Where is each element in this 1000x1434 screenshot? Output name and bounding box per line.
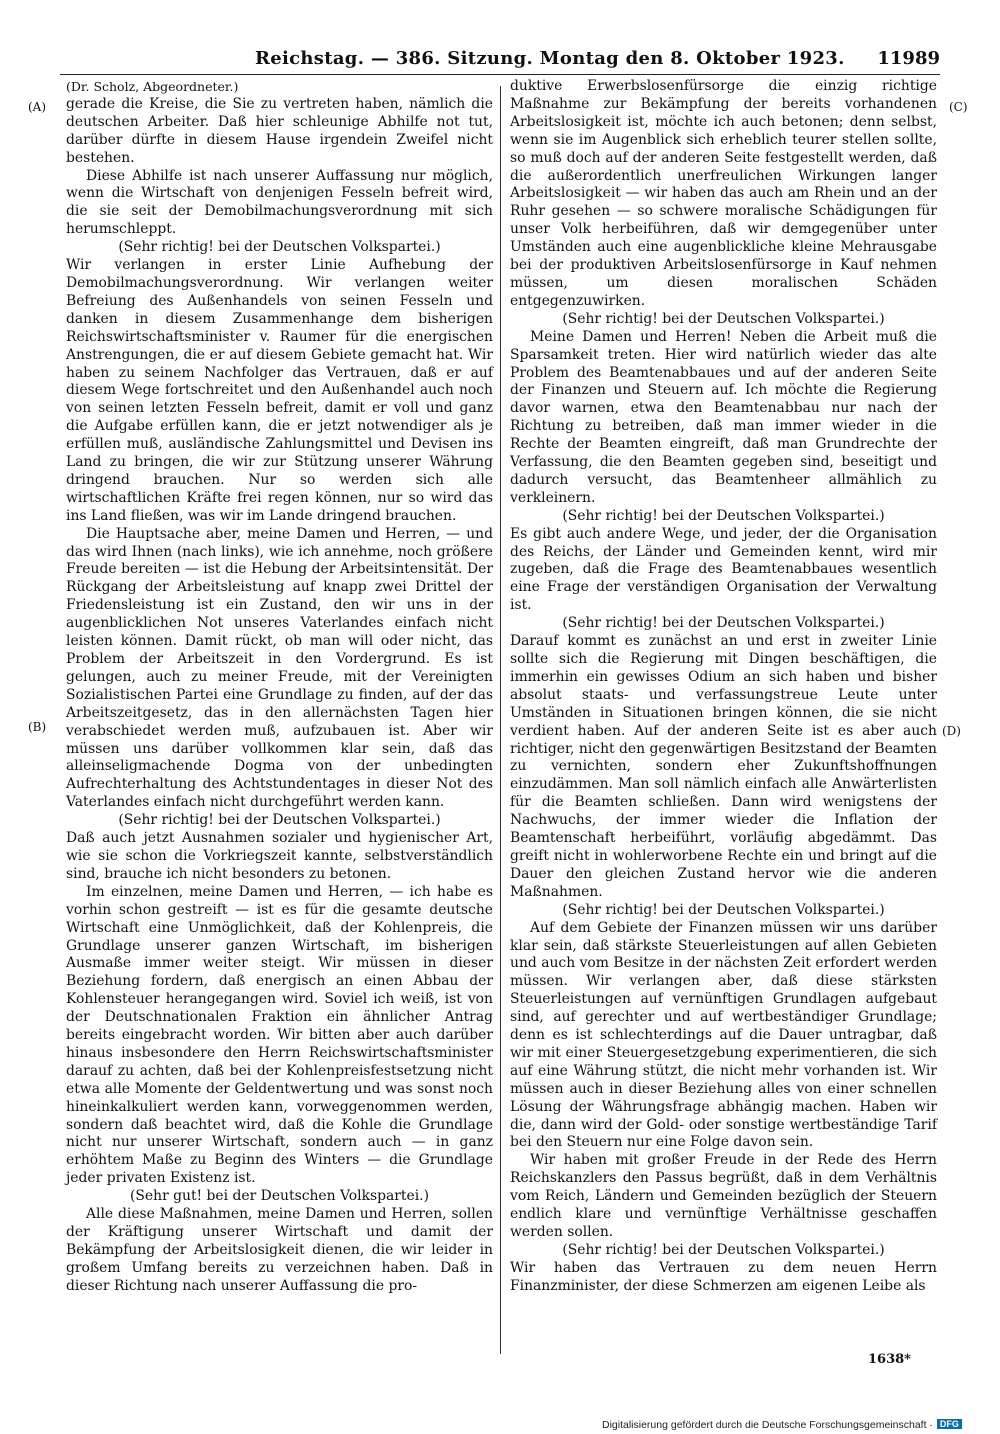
right-column (510, 78, 937, 1296)
interjection: (Sehr richtig! bei der Deutschen Volkspartei.) (562, 310, 885, 327)
paragraph: Darauf kommt es zunächst an und erst in zweiter Linie sollte sich die Regierung mit Dingen beschäftigen, die immerhin ein gewisses Odium an sich haben und bisher absolut staats- und verfassungstreue Leute unter Umständen in Situationen bringen können, die sie nicht verdient haben. Auf der anderen Seite ist es aber auch richtiger, nicht den gegenwärtigen Besitzstand der Beamten zu vernichten, sondern eher Zukunftshoffnungen einzudämmen. Man soll nämlich einfach alle Anwärterlisten für die Beamten schließen. Dann wird wenigstens der Nachwuchs, der immer wieder die Inflation der Beamtenschaft herbeiführt, vorläufig abgedämmt. Das greift nicht in wohlerworbene Rechte ein und bringt auf die Dauer den gleichen Zustand hervor wie die anderen Maßnahmen. (510, 633, 937, 900)
dfg-credit-text: Digitalisierung gefördert durch die Deutsche Forschungsgemeinschaft · (602, 1419, 933, 1431)
paragraph: duktive Erwerbslosenfürsorge die einzig richtige Maßnahme zur Bekämpfung der bereits vorhandenen Arbeitslosigkeit ist, möchte ich auch betonen; denn selbst, wenn sie im Augenblick sich erheblich teurer stellen sollte, so muß doch auf der anderen Seite festgestellt werden, daß die außerordentlich unerfreulichen Wirkungen langer Arbeitslosigkeit — wir haben das auch am Rhein und an der Ruhr gesehen — so schwere moralische Schädigungen für unser Volk herbeiführen, daß wir demgegenüber unter Umständen auch eine augenblickliche kleine Mehrausgabe bei der produktiven Arbeitslosenfürsorge in Kauf nehmen müssen, um diesen moralischen Schäden entgegenzuwirken. (510, 78, 937, 309)
paragraph: Daß auch jetzt Ausnahmen sozialer und hygienischer Art, wie sie schon die Vorkriegszeit kannte, selbstverständlich sind, brauche ich nicht besonders zu betonen. (66, 830, 493, 882)
paragraph: Alle diese Maßnahmen, meine Damen und Herren, sollen der Kräftigung unserer Wirtschaft und damit der Bekämpfung der Arbeitslosigkeit dienen, die wir leider in großem Umfang bereits zu verzeichnen haben. Daß in dieser Richtung nach unserer Auffassung die pro- (66, 1206, 493, 1294)
dfg-credit (602, 1419, 962, 1431)
paragraph: Diese Abhilfe ist nach unserer Auffassung nur möglich, wenn die Wirtschaft von denjenigen Fesseln befreit wird, die sie seit der Demobilmachungsverordnung mit sich herumschleppt. (66, 167, 493, 238)
paragraph: Wir haben das Vertrauen zu dem neuen Herrn Finanzminister, der diese Schmerzen am eigenen Leibe als (510, 1259, 937, 1294)
left-column (66, 78, 493, 1296)
margin-marker-c: (C) (949, 100, 968, 114)
page-number: 11989 (877, 48, 940, 69)
paragraph: Wir haben mit großer Freude in der Rede des Herrn Reichskanzlers den Passus begrüßt, daß in dem Verhältnis vom Reich, Ländern und Gemeinden bezüglich der Steuern endlich klare und vernünftige Verhältnisse geschaffen werden sollen. (510, 1152, 937, 1240)
interjection: (Sehr gut! bei der Deutschen Volkspartei.) (129, 1188, 430, 1205)
paragraph: Im einzelnen, meine Damen und Herren, — ich habe es vorhin schon gestreift — ist es für die gesamte deutsche Wirtschaft eine Unmöglichkeit, daß der Kohlenpreis, die Grundlage unserer ganzen Wirtschaft, im bisherigen Ausmaße immer weiter steigt. Wir müssen in dieser Beziehung fordern, daß energisch an einen Abbau der Kohlensteuer herangegangen wird. Soviel ich weiß, ist von der Deutschnationalen Fraktion ein ähnlicher Antrag bereits eingebracht worden. Wir bitten aber auch darüber hinaus insbesondere den Herrn Reichswirtschaftsminister darauf zu achten, daß bei der Kohlenpreisfestsetzung nicht etwa alle Momente der Geldentwertung und was sonst noch hineinkalkuliert werden kann, vorweggenommen werden, sondern daß beachtet wird, daß die Kohle die Grundlage nicht nur unserer Wirtschaft, sondern auch — in ganz erhöhtem Maße zu Beginn des Winters — die Grundlage jeder privaten Existenz ist. (66, 883, 493, 1187)
header-title: Reichstag. — 386. Sitzung. Montag den 8. Oktober 1923. (255, 48, 845, 69)
interjection: (Sehr richtig! bei der Deutschen Volkspartei.) (118, 812, 441, 829)
margin-marker-a: (A) (28, 100, 47, 114)
paragraph: Die Hauptsache aber, meine Damen und Herren, — und das wird Ihnen (nach links), wie ich annehme, noch größere Freude bereiten — ist die Hebung der Arbeitsintensität. Der Rückgang der Arbeitsleistung auf knapp zwei Drittel der Friedensleistung ist ein Zustand, den wir uns in der augenblicklichen Not unseres Vaterlandes einfach nicht leisten können. Damit rückt, ob man will oder nicht, das Problem der Arbeitszeit in den Vordergrund. Es ist gelungen, auch zu meiner Freude, mit der Vereinigten Sozialistischen Partei eine Grundlage zu finden, auf der das Arbeitszeitgesetz, das in den allernächsten Tagen hier verabschiedet werden muß, aufzubauen ist. Aber wir müssen uns darüber vollkommen klar sein, daß das alleinseligmachende Dogma von der unbedingten Aufrechterhaltung des Achtstundentages in dieser Not des Vaterlandes einfach nicht durchgeführt werden kann. (66, 525, 493, 811)
speaker-label: (Dr. Scholz, Abgeordneter.) (66, 79, 239, 94)
margin-marker-b: (B) (28, 720, 47, 734)
paragraph: Auf dem Gebiete der Finanzen müssen wir uns darüber klar sein, daß stärkste Steuerleistungen auf allen Gebieten und auch vom Besitze in der nächsten Zeit erfordert werden müssen. Wir verlangen aber, daß diese stärksten Steuerleistungen auf vernünftigen Grundlagen aufgebaut sind, auf gerechter und auf wertbeständiger Grundlage; denn es ist schlechterdings auf die Dauer untragbar, daß wir mit einer Steuergesetzgebung experimentieren, die sich auf eine Währung stützt, die nicht mehr vorhanden ist. Wir müssen auch in dieser Beziehung alles von einer schnellen Lösung der Währungsfrage abhängig machen. Haben wir die, dann wird der Gold- oder sonstige wertbeständige Tarif bei den Steuern nur eine Folge davon sein. (510, 919, 937, 1151)
interjection: (Sehr richtig! bei der Deutschen Volkspartei.) (562, 1241, 885, 1258)
page-header (60, 48, 940, 75)
dfg-logo-badge: DFG (937, 1419, 962, 1429)
sheet-signature: 1638* (868, 1352, 911, 1367)
interjection: (Sehr richtig! bei der Deutschen Volkspartei.) (562, 901, 885, 918)
margin-marker-d: (D) (942, 724, 961, 738)
column-divider (500, 86, 501, 1354)
interjection: (Sehr richtig! bei der Deutschen Volkspartei.) (118, 239, 441, 256)
paragraph: Es gibt auch andere Wege, und jeder, der die Organisation des Reichs, der Länder und Gemeinden kennt, wird mir zugeben, daß die Frage des Beamtenabbaues wesentlich eine Frage der verständigen Organisation der Verwaltung ist. (510, 525, 937, 614)
paragraph: Wir verlangen in erster Linie Aufhebung der Demobilmachungsverordnung. Wir verlangen weiter Befreiung des Außenhandels von seinen Fesseln und danken in diesem Zusammenhange dem bisherigen Reichswirtschaftsminister v. Raumer für die energischen Anstrengungen, die er auf diesem Gebiete gemacht hat. Wir haben zu seinem Nachfolger das Vertrauen, daß er auf diesem Wege fortschreitet und den Außenhandel auch noch von seinen letzten Fesseln befreit, damit er voll und ganz die Aufgabe erfüllen kann, die er jetzt notwendiger als je erfüllen muß, ausländische Zahlungsmittel und Devisen ins Land zu bringen, die wir zur Stützung unserer Währung dringend brauchen. Nur so werden sich alle wirtschaftlichen Kräfte frei regen können, nur so wird das ins Land fließen, was wir im Lande dringend brauchen. (66, 257, 493, 524)
paragraph: gerade die Kreise, die Sie zu vertreten haben, nämlich die deutschen Arbeiter. Daß hier schleunige Abhilfe not tut, darüber dürfte in diesem Hause irgendein Zweifel nicht bestehen. (66, 95, 493, 166)
interjection: (Sehr richtig! bei der Deutschen Volkspartei.) (562, 615, 885, 632)
interjection: (Sehr richtig! bei der Deutschen Volkspartei.) (562, 507, 885, 524)
paragraph: Meine Damen und Herren! Neben die Arbeit muß die Sparsamkeit treten. Hier wird natürlich wieder das alte Problem des Beamtenabbaues und auf der anderen Seite der Finanzen und Steuern auf. Ich möchte die Regierung davor warnen, etwa den Beamtenabbau nur nach der Richtung zu betreiben, daß man immer wieder in die Rechte der Beamten eingreift, daß man Grundrechte der Verfassung, die den Beamten gegeben sind, beseitigt und dadurch versucht, das Beamtenheer allmählich zu verkleinern. (510, 328, 937, 506)
